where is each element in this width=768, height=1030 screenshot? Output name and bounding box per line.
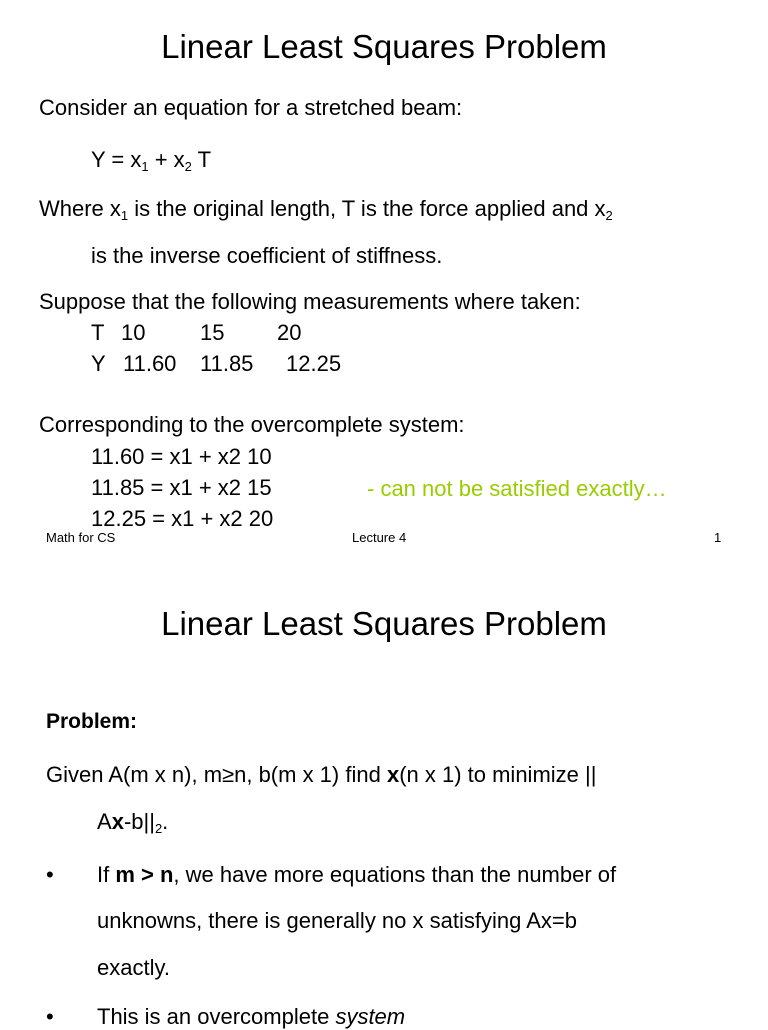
where-text: Where $x_1$ is the original length, T is the force applied and $x_2$ [39,196,613,223]
where-continued: is the inverse coefficient of stiffness. [91,243,443,268]
y-value: 11.85 [200,351,254,376]
slide2-title: Linear Least Squares Problem [161,605,607,642]
system-equation: 11.85 = x1 + x2 15 [91,475,272,500]
t-value: 15 [200,320,225,345]
intro-text: Consider an equation for a stretched beam: [39,95,463,120]
bullet-text-line2: unknowns, there is generally no x satisfying Ax=b [97,908,577,933]
table-row-t [91,320,302,346]
y-label: Y [91,351,106,376]
footer-page-number: 1 [714,530,722,545]
system-equation: 11.60 = x1 + x2 10 [91,444,272,469]
bullet-text-m-gt-n: If m > n, we have more equations than the number of [97,862,617,887]
y-value: 12.25 [286,351,342,376]
system-equation: 12.25 = x1 + x2 20 [91,506,274,531]
measurements-intro: Suppose that the following measurements where taken: [39,289,581,314]
problem-statement-cont: $Ax-b||_2$. [97,809,169,836]
exactness-note: - can not be satisfied exactly… [367,476,667,501]
problem-statement: Given A(m x n), m≥n, b(m x 1) find x(n x 1) to minimize || [46,762,597,787]
bullet-icon: • [46,1004,54,1029]
system-intro: Corresponding to the overcomplete system: [39,412,465,437]
table-row-y [91,351,342,377]
slide1-title: Linear Least Squares Problem [161,28,607,65]
t-label: T [91,320,105,345]
y-value: 11.60 [123,351,177,376]
footer-course: Math for CS [46,530,116,545]
t-value: 20 [277,320,302,345]
bullet-text-overcomplete: This is an overcomplete system [97,1004,406,1029]
problem-label: Problem: [46,710,138,733]
bullet-icon: • [46,862,54,887]
bullet-text-line3: exactly. [97,955,170,980]
t-value: 10 [121,320,146,345]
footer-lecture: Lecture 4 [352,530,407,545]
beam-equation: $Y = x_1 + x_2$ T [91,147,212,174]
